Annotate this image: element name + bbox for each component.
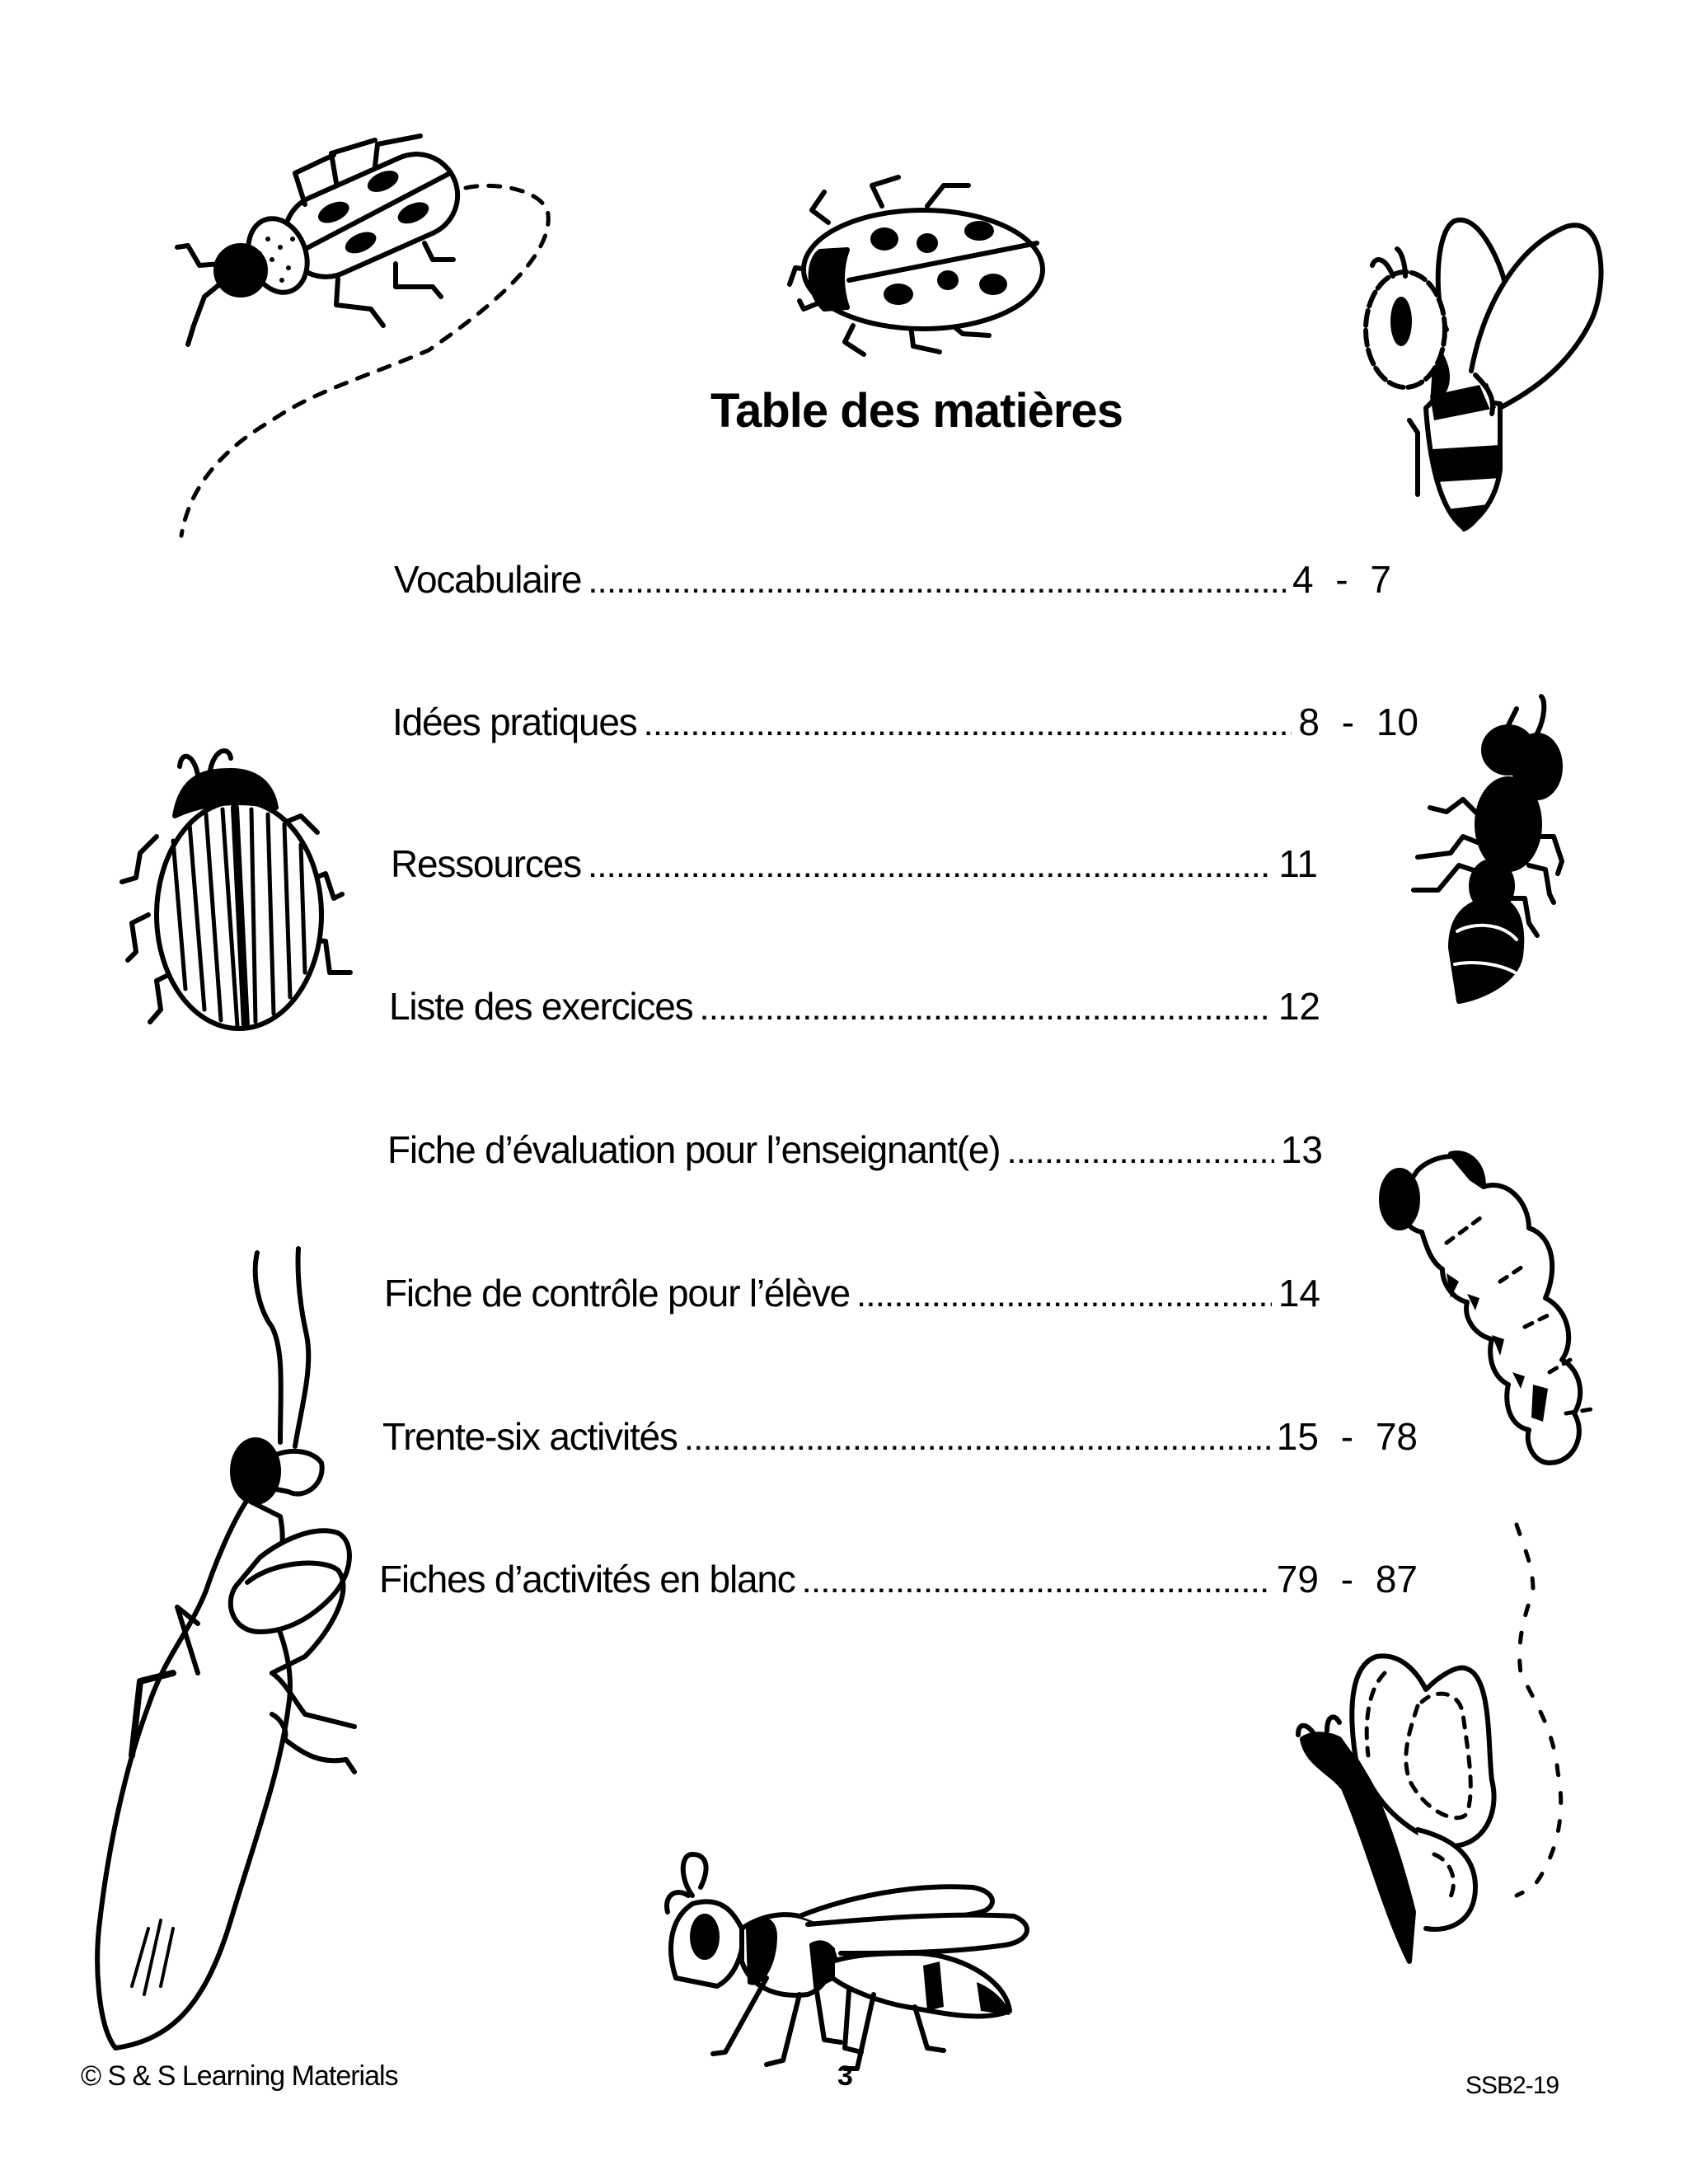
toc-entry-label: Fiches d’activités en blanc [379,1558,795,1601]
toc-entry-label: Vocabulaire [394,558,582,601]
dot-leader [1008,1143,1273,1168]
footer-copyright: © S & S Learning Materials [81,2060,398,2092]
toc-entry-label: Ressources [391,842,581,885]
toc-entry [387,1128,1323,1171]
toc-entry [392,703,1418,741]
toc-entry [389,985,1320,1028]
toc-entry-label: Trente-six activités [382,1415,678,1458]
toc-entry-pages: 11 [1278,842,1318,885]
footer-page-number: 3 [837,2060,852,2092]
praying-mantis-icon [82,1244,396,2060]
toc-entry-pages: 4 - 7 [1292,558,1391,601]
dot-leader [589,573,1286,598]
toc-entry [379,1558,1418,1601]
page-title: Table des matières [710,384,1123,438]
spotted-beetle-icon [148,124,610,552]
toc-entry-pages: 15 - 78 [1276,1415,1418,1458]
toc-entry-label: Fiche d’évaluation pour l’enseignant(e) [387,1128,1001,1171]
ladybug-icon [783,161,1071,359]
toc-entry [391,842,1318,885]
dot-leader [686,1430,1270,1455]
toc-entry-pages: 14 [1278,1272,1320,1315]
dot-leader [858,1286,1272,1311]
striped-beetle-icon [115,725,354,1030]
caterpillar-icon [1368,1137,1615,1467]
toc-entry [394,558,1391,601]
toc-entry-label: Idées pratiques [392,701,637,743]
toc-entry-pages: 12 [1278,985,1320,1028]
toc-entry-pages: 79 - 87 [1276,1558,1418,1601]
toc-entry-label: Fiche de contrôle pour l’élève [384,1272,850,1315]
butterfly-icon [1269,1500,1615,1994]
wasp-icon [643,1830,1030,2069]
toc-entry [382,1415,1418,1458]
toc-entry [384,1272,1320,1315]
toc-entry-pages: 8 - 10 [1298,701,1418,743]
footer-code: SSB2-19 [1465,2072,1559,2099]
bee-icon [1302,198,1632,544]
dot-leader [804,1572,1270,1597]
dot-leader [701,1000,1271,1024]
dot-leader [589,857,1272,882]
ant-icon [1393,692,1582,1005]
toc-entry-pages: 13 [1280,1128,1323,1171]
dot-leader [645,715,1292,740]
toc-entry-label: Liste des exercices [389,985,693,1028]
